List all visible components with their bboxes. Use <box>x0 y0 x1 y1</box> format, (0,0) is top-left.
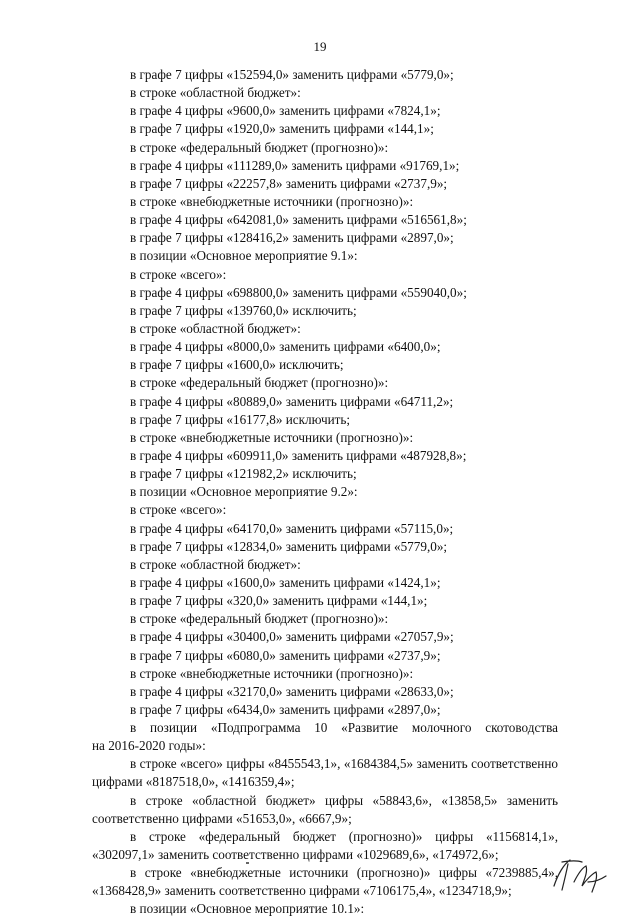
text-line: в позиции «Основное мероприятие 10.1»: <box>130 901 365 917</box>
text-line: в строке «федеральный бюджет (прогнозно)»: <box>130 611 389 627</box>
text-line: в строке «областной бюджет»: <box>130 85 301 101</box>
text-line: в строке «федеральный бюджет (прогнозно)»: <box>130 139 389 155</box>
text-line: в графе 4 цифры «30400,0» заменить цифрами «27057,9»; <box>130 629 454 645</box>
text-line: в строке «всего» цифры «8455543,1», «1684384,5» заменить соответственно <box>130 756 558 772</box>
text-line: в строке «областной бюджет»: <box>130 556 301 572</box>
text-line: на 2016-2020 годы»: <box>92 738 206 754</box>
text-line: в графе 7 цифры «6080,0» заменить цифрами «2737,9»; <box>130 647 441 663</box>
text-line: в строке «внебюджетные источники (прогнозно)»: <box>130 429 414 445</box>
text-line: в графе 4 цифры «698800,0» заменить цифрами «559040,0»; <box>130 284 467 300</box>
text-line: «302097,1» заменить соответственно цифрами «1029689,6», «174972,6»; <box>92 847 499 863</box>
page-number: 19 <box>313 39 327 54</box>
document-body <box>92 66 558 919</box>
text-line: в позиции «Основное мероприятие 9.2»: <box>130 484 358 500</box>
text-line: в графе 4 цифры «609911,0» заменить цифрами «487928,8»; <box>130 447 467 463</box>
text-line: в позиции «Основное мероприятие 9.1»: <box>130 248 358 264</box>
text-line: в графе 4 цифры «111289,0» заменить цифрами «91769,1»; <box>130 157 460 173</box>
text-line: в графе 7 цифры «128416,2» заменить цифрами «2897,0»; <box>130 230 454 246</box>
text-line: в строке «внебюджетные источники (прогнозно)»: <box>130 193 414 209</box>
text-line: в строке «всего»: <box>130 502 227 518</box>
text-line: в строке «внебюджетные источники (прогнозно)» цифры «7239885,4», <box>130 865 558 881</box>
text-line: в графе 4 цифры «32170,0» заменить цифрами «28633,0»; <box>130 683 454 699</box>
text-line: соответственно цифрами «51653,0», «6667,9»; <box>92 810 352 826</box>
text-line: «1368428,9» заменить соответственно цифрами «7106175,4», «1234718,9»; <box>92 883 512 899</box>
text-line: в графе 7 цифры «12834,0» заменить цифрами «5779,0»; <box>130 538 448 554</box>
text-line: в графе 4 цифры «8000,0» заменить цифрами «6400,0»; <box>130 339 441 355</box>
text-line: в строке «областной бюджет» цифры «58843,6», «13858,5» заменить <box>130 792 558 808</box>
text-line: в строке «всего»: <box>130 266 227 282</box>
text-line: в графе 7 цифры «1600,0» исключить; <box>130 357 344 373</box>
text-line: в строке «внебюджетные источники (прогнозно)»: <box>130 665 414 681</box>
text-line: в графе 4 цифры «9600,0» заменить цифрами «7824,1»; <box>130 103 441 119</box>
text-line: в графе 7 цифры «16177,8» исключить; <box>130 411 351 427</box>
text-line: в графе 4 цифры «1600,0» заменить цифрами «1424,1»; <box>130 574 441 590</box>
text-line: в позиции «Подпрограмма 10 «Развитие молочного скотоводства <box>130 720 558 736</box>
handwritten-signature <box>548 852 610 896</box>
text-line: в графе 4 цифры «80889,0» заменить цифрами «64711,2»; <box>130 393 454 409</box>
text-line: в графе 7 цифры «320,0» заменить цифрами «144,1»; <box>130 593 428 609</box>
text-line: цифрами «8187518,0», «1416359,4»; <box>92 774 295 790</box>
text-line: в строке «федеральный бюджет (прогнозно)» цифры «1156814,1», <box>130 828 558 844</box>
text-line: в графе 4 цифры «64170,0» заменить цифрами «57115,0»; <box>130 520 454 536</box>
text-line: в графе 7 цифры «1920,0» заменить цифрами «144,1»; <box>130 121 434 137</box>
text-line: в графе 7 цифры «121982,2» исключить; <box>130 466 357 482</box>
text-line: в графе 4 цифры «642081,0» заменить цифрами «516561,8»; <box>130 212 467 228</box>
text-line: в строке «федеральный бюджет (прогнозно)»: <box>130 375 389 391</box>
text-line: в графе 7 цифры «22257,8» заменить цифрами «2737,9»; <box>130 175 448 191</box>
scan-speck <box>246 862 249 864</box>
text-line: в строке «областной бюджет»: <box>130 320 301 336</box>
text-line: в графе 7 цифры «6434,0» заменить цифрами «2897,0»; <box>130 701 441 717</box>
text-line: в графе 7 цифры «139760,0» исключить; <box>130 302 357 318</box>
text-line: в графе 7 цифры «152594,0» заменить цифрами «5779,0»; <box>130 67 454 82</box>
